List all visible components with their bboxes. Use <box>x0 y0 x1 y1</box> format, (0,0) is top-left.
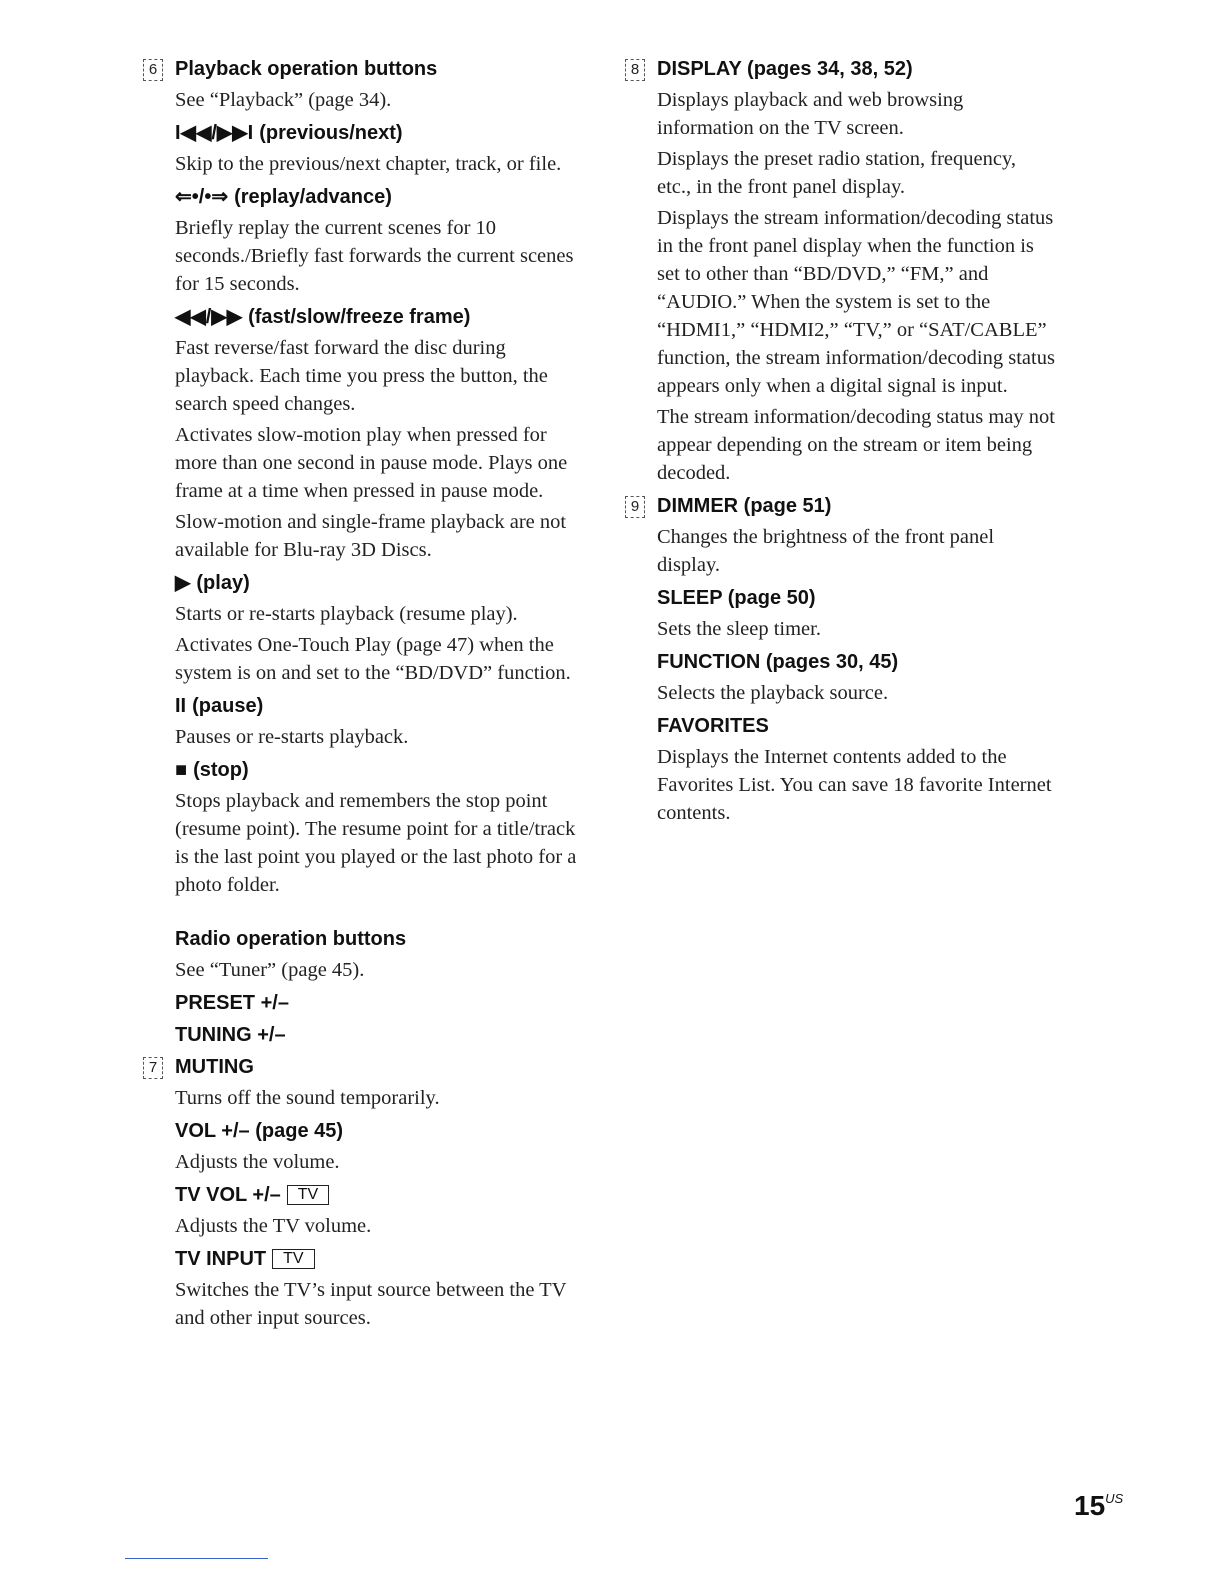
fast-slow-heading: ◀◀/▶▶ (fast/slow/freeze frame) <box>175 306 471 328</box>
function-desc: Selects the playback source. <box>657 682 889 704</box>
tv-input-heading: TV INPUT TV <box>175 1246 583 1272</box>
section-9 <box>625 493 1055 827</box>
playback-buttons-heading: Playback operation buttons <box>175 58 438 80</box>
pause-desc: Pauses or re-starts playback. <box>175 726 409 748</box>
muting-desc: Turns off the sound temporarily. <box>175 1087 440 1109</box>
play-icon: ▶ <box>175 572 191 594</box>
stop-heading: ■ (stop) <box>175 759 249 781</box>
replay-advance-desc: Briefly replay the current scenes for 10 seconds./Briefly fast forwards the current scenes for 15 seconds. <box>175 217 574 295</box>
display-desc-3: Displays the stream information/decoding status in the front panel display when the function is set to other than “BD/DVD,” “FM,” and “AUDIO.” When the system is set to the “HDMI1,” “HDMI2,” “TV,” or “SAT/CABLE” function, the stream information/decoding status appears only when a digital signal is input. <box>657 207 1055 397</box>
right-column <box>625 56 1055 830</box>
sleep-desc: Sets the sleep timer. <box>657 618 821 640</box>
radio-buttons-desc: See “Tuner” (page 45). <box>175 959 365 981</box>
tuning-heading: TUNING +/– <box>175 1024 286 1046</box>
section-number-7: 7 <box>143 1057 163 1079</box>
favorites-desc: Displays the Internet contents added to the Favorites List. You can save 18 favorite Internet contents. <box>657 746 1052 824</box>
tv-vol-desc: Adjusts the TV volume. <box>175 1215 372 1237</box>
footer-rule <box>125 1558 268 1559</box>
tv-mode-badge: TV <box>272 1249 314 1269</box>
stop-desc: Stops playback and remembers the stop point (resume point). The resume point for a title/track is the last point you played or the last photo for a photo folder. <box>175 790 577 896</box>
fast-slow-desc-1: Fast reverse/fast forward the disc during playback. Each time you press the button, the search speed changes. <box>175 337 548 415</box>
play-desc-1: Starts or re-starts playback (resume play). <box>175 603 518 625</box>
vol-desc: Adjusts the volume. <box>175 1151 340 1173</box>
replay-advance-heading: ⇐•/•⇒ (replay/advance) <box>175 186 392 208</box>
muting-heading: MUTING <box>175 1056 254 1078</box>
sleep-heading: SLEEP (page 50) <box>657 587 816 609</box>
display-desc-1: Displays playback and web browsing information on the TV screen. <box>657 89 964 139</box>
page-region-suffix: US <box>1105 1491 1124 1506</box>
dimmer-desc: Changes the brightness of the front panel display. <box>657 526 995 576</box>
section-6 <box>143 56 583 1048</box>
fast-slow-desc-2: Activates slow-motion play when pressed for more than one second in pause mode. Plays one frame at a time when pressed in pause mode. <box>175 424 568 502</box>
play-heading: ▶ (play) <box>175 572 250 594</box>
section-number-9: 9 <box>625 496 645 518</box>
playback-buttons-desc: See “Playback” (page 34). <box>175 89 392 111</box>
left-column <box>143 56 583 1335</box>
fast-slow-desc-3: Slow-motion and single-frame playback are not available for Blu-ray 3D Discs. <box>175 511 567 561</box>
function-heading: FUNCTION (pages 30, 45) <box>657 651 899 673</box>
section-number-8: 8 <box>625 59 645 81</box>
tv-mode-badge: TV <box>287 1185 329 1205</box>
stop-icon: ■ <box>175 759 188 781</box>
fast-reverse-forward-icon: ◀◀/▶▶ <box>175 306 243 328</box>
vol-heading: VOL +/– (page 45) <box>175 1120 344 1142</box>
section-number-6: 6 <box>143 59 163 81</box>
radio-buttons-heading: Radio operation buttons <box>175 928 407 950</box>
replay-advance-icon: ⇐•/•⇒ <box>175 186 229 208</box>
previous-next-icon: I◀◀/▶▶I <box>175 122 254 144</box>
previous-next-desc: Skip to the previous/next chapter, track, or file. <box>175 153 562 175</box>
previous-next-heading: I◀◀/▶▶I (previous/next) <box>175 122 403 144</box>
dimmer-heading: DIMMER (page 51) <box>657 495 832 517</box>
page-number: $15^{US}$ <box>1074 1490 1124 1521</box>
pause-heading: II (pause) <box>175 695 264 717</box>
preset-heading: PRESET +/– <box>175 992 289 1014</box>
section-7 <box>143 1054 583 1332</box>
display-desc-2: Displays the preset radio station, frequency, etc., in the front panel display. <box>657 148 1017 198</box>
play-desc-2: Activates One-Touch Play (page 47) when the system is on and set to the “BD/DVD” function. <box>175 634 571 684</box>
section-8 <box>625 56 1055 487</box>
tv-vol-heading: TV VOL +/– TV <box>175 1182 583 1208</box>
display-heading: DISPLAY (pages 34, 38, 52) <box>657 58 913 80</box>
tv-input-desc: Switches the TV’s input source between the TV and other input sources. <box>175 1279 567 1329</box>
pause-icon: II <box>175 695 187 717</box>
favorites-heading: FAVORITES <box>657 715 769 737</box>
display-desc-4: The stream information/decoding status may not appear depending on the stream or item being decoded. <box>657 406 1055 484</box>
